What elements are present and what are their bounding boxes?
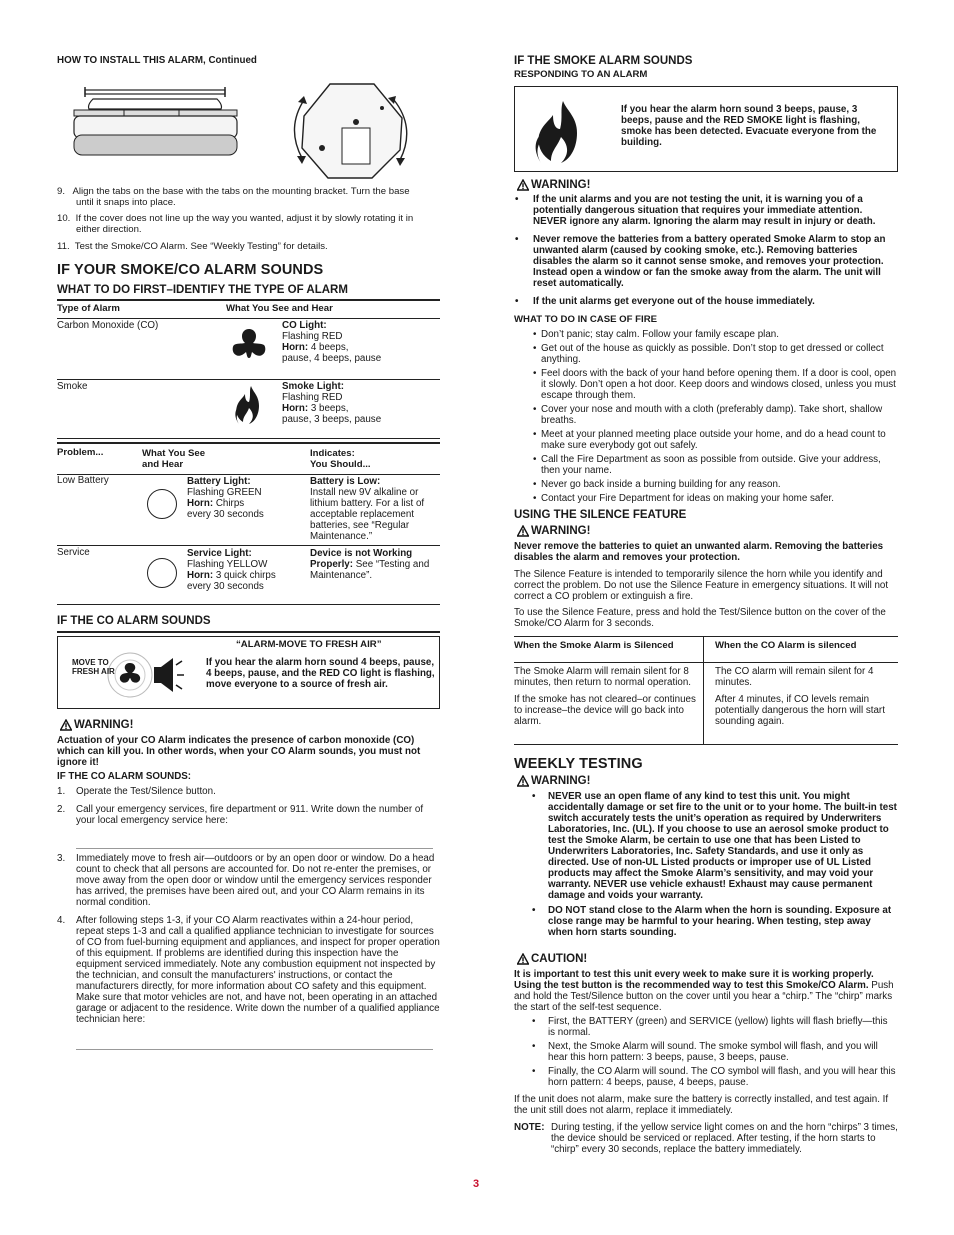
silence-co-cell-1: The CO alarm will remain silent for 4 minutes. <box>715 666 874 688</box>
co-step-1-num: 1. <box>57 786 66 797</box>
co-sounds-sub: IF THE CO ALARM SOUNDS: <box>57 771 192 782</box>
test-item-3: Finally, the CO Alarm will sound. The CO symbol will flash, and you will hear this horn pattern: 4 beeps, pause, 4 beeps, pause. <box>548 1066 896 1088</box>
smoke-box-text: If you hear the alarm horn sound 3 beeps, pause, 3 beeps, pause and the RED SMOKE light is flashing, smoke has been detected. Evacuate everyone from the building. <box>621 104 877 148</box>
battery-indicates-desc: Install new 9V alkaline or lithium battery. For a list of acceptable replacement batteries, see “Regular Maintenance.” <box>310 487 425 542</box>
weekly-title: WEEKLY TESTING <box>514 756 643 772</box>
test-item-2: Next, the Smoke Alarm will sound. The smoke symbol will flash, and you will hear this horn pattern: 3 beeps, pause, 3 beeps, pause. <box>548 1041 878 1063</box>
install-step-9: 9. Align the tabs on the base with the tabs on the mounting bracket. Turn the base until it snaps into place. <box>57 186 410 208</box>
flame-icon <box>529 99 587 165</box>
emergency-number-line[interactable] <box>76 848 433 849</box>
caution-heading <box>517 953 587 966</box>
fire-item-4: Cover your nose and mouth with a cloth (preferably damp). Take short, shallow breaths. <box>541 404 883 426</box>
type-header: Type of Alarm <box>57 303 120 314</box>
smoke-horn-desc: 3 beeps, <box>310 403 349 414</box>
co-box-title: “ALARM-MOVE TO FRESH AIR” <box>236 639 382 650</box>
install-step-10: 10. If the cover does not line up the way you wanted, adjust it by slowly rotating it in either direction. <box>57 213 414 235</box>
battery-horn-desc: Chirps <box>215 498 245 509</box>
sounds-title: IF YOUR SMOKE/CO ALARM SOUNDS <box>57 262 324 278</box>
see-hear-header: What You See and Hear <box>226 303 333 314</box>
smoke-warning-3: If the unit alarms get everyone out of the house immediately. <box>533 296 815 307</box>
install-step-11: 11. Test the Smoke/CO Alarm. See “Weekly Testing” for details. <box>57 241 328 252</box>
warning-triangle-icon <box>517 525 529 537</box>
co-step-2-num: 2. <box>57 804 66 815</box>
alarm-side-illustration <box>69 85 239 165</box>
silence-smoke-cell-2: If the smoke has not cleared–or continues to increase–the device will go back into alarm. <box>514 694 696 727</box>
co-light-label: CO Light: <box>282 320 327 331</box>
silence-smoke-cell-1: The Smoke Alarm will remain silent for 8 minutes, then return to normal operation. <box>514 666 691 688</box>
silence-header-co: When the CO Alarm is silenced <box>715 640 857 651</box>
fire-item-8: Contact your Fire Department for ideas on making your home safer. <box>541 493 834 504</box>
problem-service: Service <box>57 547 90 558</box>
warning-triangle-icon <box>517 775 529 787</box>
caution-rest: Push and hold the Test/Silence button on the cover until you hear a “chirp.” The “chirp” marks the start of the self-test sequence. <box>514 980 894 1013</box>
fire-item-2: Get out of the house as quickly as possible. Don’t stop to get dressed or collect anything. <box>541 343 884 365</box>
co-step-3-text: Immediately move to fresh air—outdoors or by an open door or window. Do a head count to check that all persons are accounted for. Do not re-enter the premises, or move away from the open door or window until the emergency services responder has arrived, the premises have been aired out, and your CO Alarm remains in its normal condition. <box>76 853 435 908</box>
co-warning-text: Actuation of your CO Alarm indicates the presence of carbon monoxide (CO) which can kill you. In other words, when your CO Alarm sounds, you must not ignore it! <box>57 735 421 768</box>
co-sounds-title: IF THE CO ALARM SOUNDS <box>57 615 211 627</box>
fire-title: WHAT TO DO IN CASE OF FIRE <box>514 314 658 325</box>
what-header-2: and Hear <box>142 459 184 470</box>
note-text: During testing, if the yellow service light comes on and the horn “chirps” 3 times, the device should be serviced or replaced. After testing, if the horn starts to “chirp” every 30 seconds, replace the battery immediately. <box>551 1122 898 1155</box>
silence-warning-heading <box>517 525 590 538</box>
you-should-header: You Should... <box>310 459 371 470</box>
co-step-3-num: 3. <box>57 853 66 864</box>
service-horn-desc2: every 30 seconds <box>187 581 264 592</box>
silence-co-cell-2: After 4 minutes, if CO levels remain potentially dangerous the horn will start sounding again. <box>715 694 885 727</box>
problem-low-battery: Low Battery <box>57 475 109 486</box>
co-warning-heading <box>60 719 133 732</box>
smoke-warning-1: If the unit alarms and you are not testing the unit, it is warning you of a potentially dangerous situation that requires your immediate attention. NEVER ignore any alarm. Ignoring the alarm may result in injury or death. <box>533 194 876 227</box>
not-alarm-text: If the unit does not alarm, make sure the battery is correctly installed, and test again. If the unit still does not alarm, replace it immediately. <box>514 1094 889 1116</box>
weekly-warning-1: NEVER use an open flame of any kind to test this unit. You might accidentally damage or set fire to the unit or to your home. The built-in test switch accurately tests the unit’s operation as required by Underwriters Laboratories, Inc. (UL). If you choose to use an aerosol smoke product to test the Smoke Alarm, be certain to use one that has been Listed to Underwriters Laboratories, Inc. Safety Standards, and use it only as directed. Use of non-UL Listed products or improper use of UL Listed products may affect the Smoke Alarm’s sensitivity, and may void your warranty. NEVER use vehicle exhaust! Exhaust may cause permanent damage and voids your warranty. <box>548 791 897 901</box>
co-horn-desc2: pause, 4 beeps, pause <box>282 353 382 364</box>
co-box-text: If you hear the alarm horn sound 4 beeps, pause, 4 beeps, pause, and the RED CO light is flashing, move everyone to a source of fresh air. <box>206 657 435 690</box>
caution-label: CAUTION! <box>531 953 588 965</box>
smoke-light-label: Smoke Light: <box>282 381 345 392</box>
service-horn-label: Horn: <box>187 570 214 581</box>
weekly-warning-2: DO NOT stand close to the Alarm when the horn is sounding. Exposure at close range may be harmful to your hearing. When testing, step away when horn starts sounding. <box>548 905 892 938</box>
battery-horn-desc2: every 30 seconds <box>187 509 264 520</box>
co-warning-label: WARNING! <box>74 719 134 731</box>
type-smoke: Smoke <box>57 381 88 392</box>
smoke-horn-label: Horn: <box>282 403 309 414</box>
co-step-4-text: After following steps 1-3, if your CO Alarm reactivates within a 24-hour period, repeat steps 1-3 and call a qualified appliance technician to investigate for sources of CO from fuel-burning equipment and appliances, and inspect for proper operation of this equipment. If problems are identified during this inspection have the equipment serviced immediately. Note any combustion equipment not inspected by the technician, and consult the manufacturers' instructions, or contact the manufacturers directly, for more information about CO safety and this equipment. Make sure that motor vehicles are not, and have not, been operating in an attached garage or adjacent to the residence. Write down the number of a qualified appliance technician here: <box>76 915 440 1025</box>
service-light-icon <box>147 558 177 588</box>
silence-warning-label: WARNING! <box>531 525 591 537</box>
co-horn-label: Horn: <box>282 342 309 353</box>
fire-item-1: Don’t panic; stay calm. Follow your family escape plan. <box>541 329 779 340</box>
service-indicates-label: Device is not Working Properly: <box>310 548 413 570</box>
fire-item-7: Never go back inside a burning building for any reason. <box>541 479 781 490</box>
silence-header-smoke: When the Smoke Alarm is Silenced <box>514 640 674 651</box>
fire-item-3: Feel doors with the back of your hand before opening them. If a door is cool, open it slowly. Don’t open a hot door. Keep doors and windows closed, unless you must escape through them. <box>541 368 897 401</box>
warning-triangle-icon <box>60 719 72 731</box>
weekly-warning-label: WARNING! <box>531 775 591 787</box>
smoke-alarm-box <box>514 86 898 172</box>
battery-horn-label: Horn: <box>187 498 214 509</box>
battery-indicates-label: Battery is Low: <box>310 476 381 487</box>
fire-item-5: Meet at your planned meeting place outside your home, and do a head count to make sure everybody got out safely. <box>541 429 886 451</box>
move-label-2: FRESH AIR <box>72 667 115 676</box>
note-label: NOTE: <box>514 1122 545 1133</box>
problem-header: Problem... <box>57 447 104 458</box>
service-light-label: Service Light: <box>187 548 252 559</box>
page-number: 3 <box>473 1178 480 1190</box>
smoke-light-desc: Flashing RED <box>282 392 343 403</box>
caution-triangle-icon <box>517 953 529 965</box>
smoke-warning-heading <box>517 179 590 192</box>
alarm-rotate-illustration <box>282 78 422 183</box>
co-alarm-box <box>57 636 440 709</box>
smoke-warning-label: WARNING! <box>531 179 591 191</box>
silence-warning-text: Never remove the batteries to quiet an unwanted alarm. Removing the batteries disables the alarm and removes your protection. <box>514 541 884 563</box>
continued-label: HOW TO INSTALL THIS ALARM, Continued <box>57 55 257 66</box>
co-step-1-text: Operate the Test/Silence button. <box>76 786 216 797</box>
co-step-2-text: Call your emergency services, fire department or 911. Write down the number of your local emergency service here: <box>76 804 424 826</box>
test-item-1: First, the BATTERY (green) and SERVICE (yellow) lights will flash briefly—this is normal. <box>548 1016 888 1038</box>
service-indicates-desc: See “Testing and Maintenance”. <box>310 559 430 581</box>
type-co: Carbon Monoxide (CO) <box>57 320 159 331</box>
silence-p2: To use the Silence Feature, press and hold the Test/Silence button on the cover of the Smoke/CO Alarm for 3 seconds. <box>514 607 886 629</box>
fire-item-6: Call the Fire Department as soon as possible from outside. Give your address, then your name. <box>541 454 881 476</box>
smoke-horn-desc2: pause, 3 beeps, pause <box>282 414 382 425</box>
battery-light-desc: Flashing GREEN <box>187 487 262 498</box>
weekly-warning-heading <box>517 775 590 788</box>
caution-bold: It is important to test this unit every week to make sure it is working properly. Using the test button is the recommended way to test this Smoke/CO Alarm. <box>514 969 874 991</box>
identify-title: WHAT TO DO FIRST–IDENTIFY THE TYPE OF ALARM <box>57 284 348 296</box>
service-horn-desc: 3 quick chirps <box>215 570 276 581</box>
co-horn-desc: 4 beeps, <box>310 342 349 353</box>
what-header-1: What You See <box>142 448 206 459</box>
co-symbol-icon <box>231 326 267 360</box>
battery-light-icon <box>147 489 177 519</box>
smoke-sounds-title: IF THE SMOKE ALARM SOUNDS <box>514 55 693 67</box>
battery-light-label: Battery Light: <box>187 476 251 487</box>
move-label-1: MOVE TO <box>72 658 109 667</box>
co-light-desc: Flashing RED <box>282 331 343 342</box>
smoke-warning-2: Never remove the batteries from a battery operated Smoke Alarm to stop an unwanted alarm (caused by cooking smoke, etc.). Removing batteries disables the alarm so it cannot sense smoke, and removes your protection. Instead open a window or fan the smoke away from the alarm. The unit will reset automatically. <box>533 234 886 289</box>
co-step-4-num: 4. <box>57 915 66 926</box>
responding-label: RESPONDING TO AN ALARM <box>514 69 648 80</box>
flame-icon <box>231 384 265 426</box>
silence-p1: The Silence Feature is intended to temporarily silence the horn while you identify and correct the problem. Do not use the Silence Feature in emergency situations. It will not correct a CO problem or extinguish a fire. <box>514 569 889 602</box>
service-light-desc: Flashing YELLOW <box>187 559 268 570</box>
silence-title: USING THE SILENCE FEATURE <box>514 509 687 521</box>
technician-number-line[interactable] <box>76 1049 433 1050</box>
indicates-header: Indicates: <box>310 448 355 459</box>
warning-triangle-icon <box>517 179 529 191</box>
